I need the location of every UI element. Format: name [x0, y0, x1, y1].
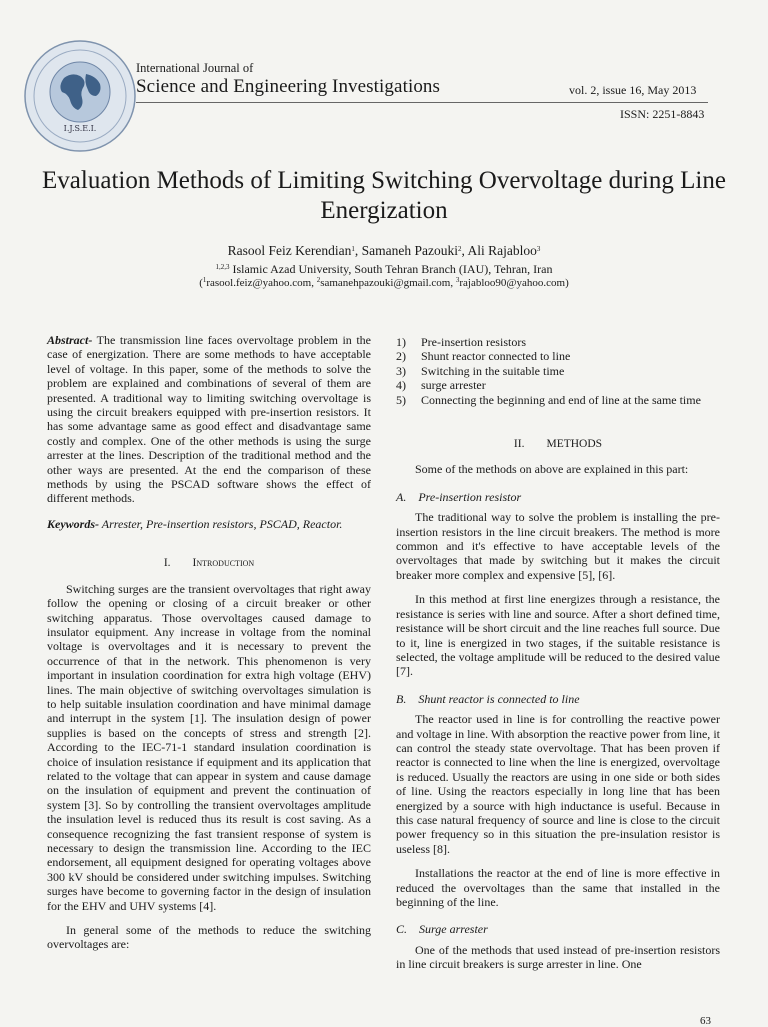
email-link[interactable]: rajabloo90@yahoo.com — [459, 277, 566, 289]
author-name: Samaneh Pazouki — [361, 243, 458, 258]
list-item: 1) Pre-insertion resistors — [396, 335, 526, 349]
issn: ISSN: 2251-8843 — [620, 107, 705, 121]
subsection-heading-b: B. Shunt reactor is connected to line — [396, 691, 580, 706]
journal-name-line2: Science and Engineering Investigations — [136, 76, 441, 97]
list-item: 3) Switching in the suitable time — [396, 363, 565, 378]
author-name: Ali Rajabloo — [467, 243, 537, 258]
author-name: Rasool Feiz Kerendian — [227, 243, 352, 258]
list-item: 2) Shunt reactor connected to line — [396, 349, 571, 364]
journal-logo — [22, 38, 138, 154]
email-link[interactable]: rasool.feiz@yahoo.com — [206, 277, 312, 289]
affiliation: $^{1,2,3}$ Islamic Azad University, South Tehran Branch (IAU), Tehran, Iran — [215, 262, 553, 276]
methods-intro: Some of the methods on above are explained in this part: — [415, 462, 689, 477]
subsection-b-paragraph-2: Installations the reactor at the end of line is more effective in reduced the overvoltages than the same that installed in the beginning of the line. — [396, 866, 720, 909]
logo-lettering: I.J.S.E.I. — [63, 124, 97, 133]
intro-paragraph-1: Switching surges are the transient overvoltages that right away follow the opening or closing of a circuit breaker or other switching apparatus. Those overvoltages caused damage to insulator equipment. Any increase in voltage from the nominal voltage is overvoltages and it is necessary to prevent the occurrence of that in the network. This phenomenon is very important in insulation coordination for extra high voltage (EHV) lines. The main objective of switching overvoltages simulation is to help suitable insulation coordination and have minimal damage and interrupt in the system [1]. The insulation design of power supplies is based on the concepts of stress and strength [2]. According to the IEC-71-1 standard insulation coordination is choice of insulation resistance if equipment and its application that related to the voltage that can appear in system and cause damage on the insulation of equipment and prevent the continuation of system [3]. So by controlling the transient overvoltages amplitude the insulation level is reduced thus its result is cost saving. As a consequence recognizing the fast transient response of system is necessary to design the transmission line. According to the IEC endorsement, all equipment designed for operating voltages above 300 kV should be considered under switching impulses. Switching surges have become to governing factor in the design of insulation for the EHV and UHV systems [4]. — [47, 581, 371, 913]
keywords: Keywords- Arrester, Pre-insertion resistors, PSCAD, Reactor. — [47, 516, 343, 531]
intro-paragraph-2: In general some of the methods to reduce the switching overvoltages are: — [47, 923, 371, 952]
section-heading-methods: II. METHODS — [513, 438, 603, 451]
subsection-heading-c: C. Surge arrester — [396, 922, 488, 937]
page-number: 63 — [700, 1015, 711, 1027]
subsection-a-paragraph-2: In this method at first line energizes through a resistance, the resistance is series with line and source. After a short defined time, resistance will be short circuit and the line reaches full source. Due to it, line is energized in two stages, if the suitable resistance is selected, the voltage amplitude will be reduced to the desired value [7]. — [396, 592, 720, 679]
subsection-b-paragraph-1: The reactor used in line is for controlling the reactive power and voltage in line. With absorption the reactive power from line, it can control the steady state overvoltage. That has been proven if reactor is connected to line when the line is energized, overvoltage is reduced. Usually the reactors are using in one side or both sides of line. Using the reactors especially in long line that has been energized by a source with high inductance is useful. Because in this case natural frequency of source and line is close to the circuit power frequency so in this situation the pre-insulation resistor is useless [8]. — [396, 712, 720, 856]
list-item: 4) surge arrester — [396, 378, 486, 393]
header-rule — [136, 102, 708, 103]
right-column — [396, 335, 720, 972]
section-heading-introduction: I. Introduction — [163, 557, 255, 570]
list-item: 5) Connecting the beginning and end of line at the same time — [396, 392, 701, 407]
left-column — [47, 333, 371, 952]
subsection-a-paragraph-1: The traditional way to solve the problem is installing the pre-insertion resistors in the line circuit breakers. The method is more common and it's effective to have acceptable levels of the overvoltages that made by switching but it makes the circuit breaker more complex and expensive [5], [6]. — [396, 510, 720, 582]
subsection-c-paragraph-1: One of the methods that used instead of pre-insertion resistors in line circuit breakers is surge arrester in line. One — [396, 942, 720, 972]
abstract-label: Abstract- — [47, 333, 93, 347]
volume-info: vol. 2, issue 16, May 2013 — [569, 83, 697, 97]
authors: Rasool Feiz Kerendian$^1$, Samaneh Pazouki$^2$, Ali Rajabloo$^3$ — [227, 243, 541, 258]
email-link[interactable]: samanehpazouki@gmail.com — [320, 277, 451, 289]
abstract: Abstract- The transmission line faces overvoltage problem in the case of energization. There are some methods to have acceptable level of voltage. In this paper, some of the methods to solve the problem are explained and combinations of several of them are presented. A traditional way to limiting switching overvoltage is using the circuit breakers equipped with pre-insertion resistors. It has some advantage same as good effect and disadvantage same costly and complex. One of the other methods is using the surge arrester at the lines. Description of the traditional method and the other ways are presented. At the end the comparison of these methods by using the PSCAD software shows the effect of different methods. — [47, 333, 371, 506]
keywords-label: Keywords- — [47, 516, 99, 531]
paper-title: Evaluation Methods of Limiting Switching Overvoltage during Line Energization — [42, 167, 726, 224]
author-emails: ($^1$rasool.feiz@yahoo.com, $^2$samanehpazouki@gmail.com, $^3$rajabloo90@yahoo.com) — [199, 276, 569, 289]
methods-list — [396, 335, 720, 407]
journal-name-line1: International Journal of — [136, 61, 254, 75]
subsection-heading-a: A. Pre-insertion resistor — [396, 489, 522, 504]
